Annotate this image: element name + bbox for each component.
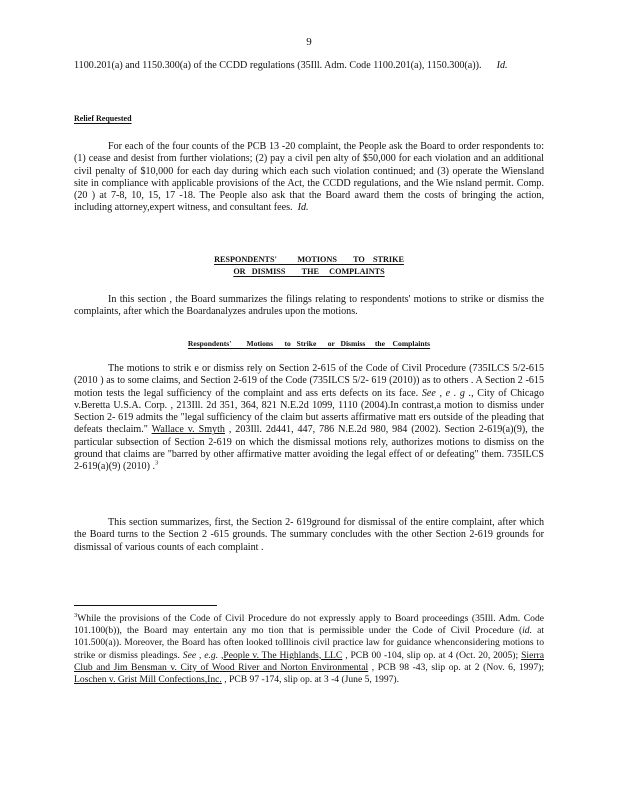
motions-paragraph-part1: The motions to strik e or dismiss rely on Section 2-615 of the Code of Civil Procedure (735ILCS 5/2-615 (2010 ) as to some claims, and Section 2-619 of the Code (735ILCS 5/2- 619 (2010)) as to others . A Section 2 -615 motion tests the legal sufficiency of the complaint and ass erts defects on its face.	[74, 363, 544, 399]
footnote-reference: 3	[155, 460, 159, 468]
footnote-divider	[74, 605, 217, 606]
footnote-id: id.	[522, 625, 533, 637]
footnote-part3: , PCB 00 -104, slip op. at 4 (Oct. 20, 2005);	[342, 649, 519, 661]
case-sierra-club: Sierra Club and Jim Bensman v. City of Wood River and Norton Environmental	[74, 649, 544, 673]
footnote-number: 3	[74, 611, 78, 619]
case-wallace-v-smyth: Wallace v. Smyth	[151, 424, 225, 436]
summary-paragraph: This section summarizes, first, the Section 2- 619ground for dismissal of the entire complaint, after which the Board turns to the Section 2 -615 grounds. The summary concludes with the other Section 2-619 grounds for dismissal of various counts of each complaint .	[74, 517, 544, 553]
section-intro-paragraph: In this section , the Board summarizes the filings relating to respondents' motions to strike or dismiss the complaints, after which the Boardanalyzes andrules upon the motions.	[74, 294, 544, 318]
continued-paragraph-text: 1100.201(a) and 1150.300(a) of the CCDD regulations (35Ill. Adm. Code 1100.201(a), 1150.300(a)).	[74, 60, 482, 71]
motions-subheading-text: Respondents' Motions to Strike or Dismiss the Complaints	[187, 339, 431, 348]
motions-heading-line2: OR DISMISS THE COMPLAINTS	[233, 266, 385, 276]
relief-id-citation: Id.	[297, 202, 309, 214]
motions-heading-line1: RESPONDENTS' MOTIONS TO STRIKE	[214, 255, 404, 264]
footnote-part4: , PCB 98 -43, slip op. at 2 (Nov. 6, 1997);	[368, 661, 544, 673]
footnote	[74, 613, 544, 686]
case-loschen: Loschen v. Grist Mill Confections,Inc.	[74, 674, 222, 686]
relief-paragraph	[74, 141, 544, 215]
motions-paragraph-part2: , City of Chicago v.Beretta U.S.A. Corp. , 213Ill. 2d 351, 364, 821 N.E.2d 1099, 1110 (2004).In contrast,a motion to dismiss under Section 2- 619 admits the "legal sufficiency of the claim but asserts affirmative matt ers outside of the pleading that defeats theclaim."	[74, 387, 544, 436]
relief-paragraph-text: For each of the four counts of the PCB 13 -20 complaint, the People ask the Board to order respondents to: (1) cease and desist from further violations; (2) pay a civil pen alty of $50,000 for each violation and an additional civil penalty of $10,000 for each day during which each such violation continued; and (3) operate the Wiensland site in compliance with applicable provisions of the Act, the CCDD regulations, and the Wie nsland permit. Comp. (20 ) at 7-8, 10, 15, 17 -18. The People also ask that the Board award them the costs of bringing the action, including attorney,expert witness, and consultant fees.	[74, 141, 544, 214]
page-number: 9	[306, 36, 312, 48]
footnote-part1: While the provisions of the Code of Civil Procedure do not expressly apply to Board proceedings (35Ill. Adm. Code 101.100(b)), the Board may entertain any mo tion that is permissible under the Code of Civil Procedure (	[74, 613, 544, 637]
see-eg-signal: See , e . g .	[421, 387, 472, 399]
footnote-part2: at 101.500(a)). Moreover, the Board has often looked toIllinois civil practice law for guidance whenconsidering motions to strike or dismiss pleadings.	[74, 625, 544, 661]
footnote-part5: , PCB 97 -174, slip op. at 3 -4 (June 5, 1997).	[221, 674, 400, 686]
motions-paragraph	[74, 363, 544, 474]
case-people-v-highlands: People v. The Highlands, LLC	[223, 649, 343, 661]
id-citation: Id.	[496, 60, 508, 71]
motions-heading	[0, 254, 618, 277]
motions-paragraph-part3: , 203Ill. 2d441, 447, 786 N.E.2d 980, 984 (2002). Section 2-619(a)(9), the particular subsection of Section 2-619 on which the dismissal motions rely, authorizes motions to dismiss on the ground that claims are "barred by other affirmative matter avoiding the legal effect of or defeating" them. 735ILCS 2-619(a)(9) (2010) .	[74, 424, 545, 473]
footnote-see-eg: See , e.g. ,	[182, 649, 224, 661]
relief-requested-heading: Relief Requested	[74, 114, 132, 123]
motions-subheading	[0, 338, 618, 350]
continued-paragraph	[74, 60, 544, 72]
